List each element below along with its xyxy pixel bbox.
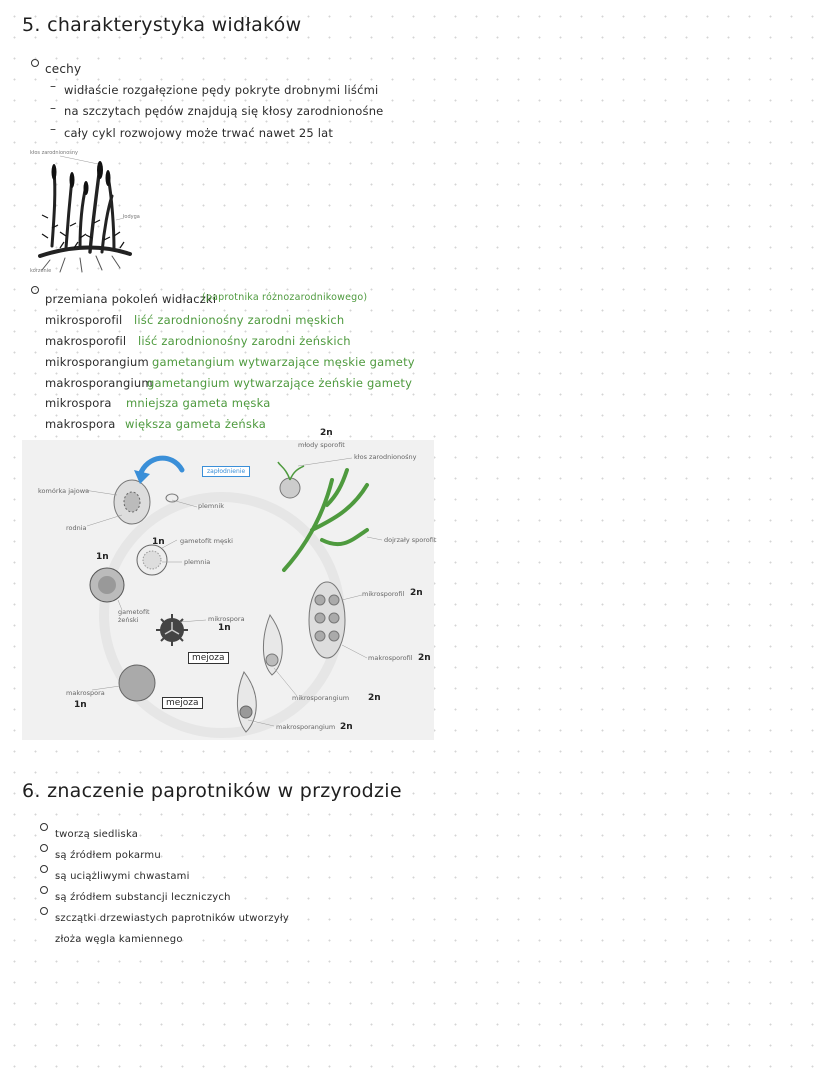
ploidy-makrospora: 1n bbox=[74, 700, 87, 710]
term: makrosporangium bbox=[45, 376, 153, 390]
ploidy-young-sporophyte: 2n bbox=[320, 428, 333, 438]
definition: liść zarodnionośny zarodni męskich bbox=[134, 313, 345, 327]
term: mikrosporangium bbox=[45, 355, 149, 369]
figure-label-lodyga: łodyga bbox=[123, 214, 140, 220]
bullet bbox=[40, 823, 48, 831]
ploidy-makrosporangium: 2n bbox=[340, 722, 353, 732]
label-gametofit-meski: gametofit męski bbox=[180, 537, 233, 545]
znaczenie-item: są źródłem substancji leczniczych bbox=[55, 892, 231, 903]
cechy-item: widłaście rozgałęzione pędy pokryte drobnymi liśćmi bbox=[64, 83, 379, 97]
term: makrospora bbox=[45, 417, 116, 431]
znaczenie-item: są uciążliwymi chwastami bbox=[55, 871, 190, 882]
ploidy-female-gametophyte: 1n bbox=[96, 552, 109, 562]
label-gametofit-zenski: gametofit żeński bbox=[118, 608, 150, 624]
cechy-item: cały cykl rozwojowy może trwać nawet 25 lat bbox=[64, 126, 334, 140]
dash: – bbox=[50, 101, 56, 115]
label-zaplodnienie: zapłodnienie bbox=[202, 466, 250, 477]
przemiana-title: przemiana pokoleń widłaczki bbox=[45, 292, 217, 306]
label-dojrzaly-sporofit: dojrzały sporofit bbox=[384, 536, 437, 544]
label-makrospora: makrospora bbox=[66, 689, 105, 697]
znaczenie-item: są źródłem pokarmu bbox=[55, 850, 161, 861]
przemiana-note: (paprotnika różnozarodnikowego) bbox=[202, 292, 368, 303]
cechy-label: cechy bbox=[45, 62, 82, 76]
ploidy-makrosporofil: 2n bbox=[418, 653, 431, 663]
bullet bbox=[40, 844, 48, 852]
dash: – bbox=[50, 79, 56, 93]
bullet bbox=[40, 865, 48, 873]
definition: mniejsza gameta męska bbox=[126, 396, 271, 410]
label-komorka-jajowa: komórka jajowa bbox=[38, 487, 90, 495]
ploidy-male-gametophyte: 1n bbox=[152, 537, 165, 547]
dash: – bbox=[50, 122, 56, 136]
bullet bbox=[31, 59, 39, 67]
label-makrosporofil: makrosporofil bbox=[368, 654, 413, 662]
term: mikrospora bbox=[45, 396, 112, 410]
label-plemnia: plemnia bbox=[184, 558, 211, 566]
definition: gametangium wytwarzające męskie gamety bbox=[152, 355, 415, 369]
ploidy-mikrosporofil: 2n bbox=[410, 588, 423, 598]
label-plemnik: plemnik bbox=[198, 502, 224, 510]
label-klos: kłos zarodnionośny bbox=[354, 453, 417, 461]
section6-title: 6. znaczenie paprotników w przyrodzie bbox=[22, 780, 402, 802]
znaczenie-item: szczątki drzewiastych paprotników utworzyły bbox=[55, 913, 289, 924]
life-cycle-diagram bbox=[22, 428, 437, 740]
term: makrosporofil bbox=[45, 334, 127, 348]
section5-title: 5. charakterystyka widłaków bbox=[22, 14, 302, 36]
label-mikrospora: mikrospora bbox=[208, 615, 245, 623]
label-mlody-sporofit: młody sporofit bbox=[298, 441, 345, 449]
figure-label-korzenie: korzenie bbox=[30, 268, 52, 274]
bullet bbox=[40, 886, 48, 894]
label-mikrosporangium: mikrosporangium bbox=[292, 694, 350, 702]
label-rodnia: rodnia bbox=[66, 524, 87, 532]
definition: liść zarodnionośny zarodni żeńskich bbox=[138, 334, 351, 348]
label-mejoza-upper: mejoza bbox=[188, 652, 229, 664]
figure-label-klos: kłos zarodnionośny bbox=[30, 150, 79, 156]
znaczenie-item: tworzą siedliska bbox=[55, 829, 139, 840]
znaczenie-item-continuation: złoża węgla kamiennego bbox=[55, 934, 183, 945]
label-mikrosporofil: mikrosporofil bbox=[362, 590, 405, 598]
bullet bbox=[40, 907, 48, 915]
definition: gametangium wytwarzające żeńskie gamety bbox=[147, 376, 413, 390]
bullet bbox=[31, 286, 39, 294]
label-makrosporangium: makrosporangium bbox=[276, 723, 336, 731]
label-mejoza-lower: mejoza bbox=[162, 697, 203, 709]
clubmoss-illustration bbox=[30, 148, 145, 276]
clubmoss-figure bbox=[30, 148, 145, 276]
ploidy-mikrospora: 1n bbox=[218, 623, 231, 633]
definition: większa gameta żeńska bbox=[125, 417, 266, 431]
term: mikrosporofil bbox=[45, 313, 123, 327]
cechy-item: na szczytach pędów znajdują się kłosy zarodnionośne bbox=[64, 104, 384, 118]
ploidy-mikrosporangium: 2n bbox=[368, 693, 381, 703]
